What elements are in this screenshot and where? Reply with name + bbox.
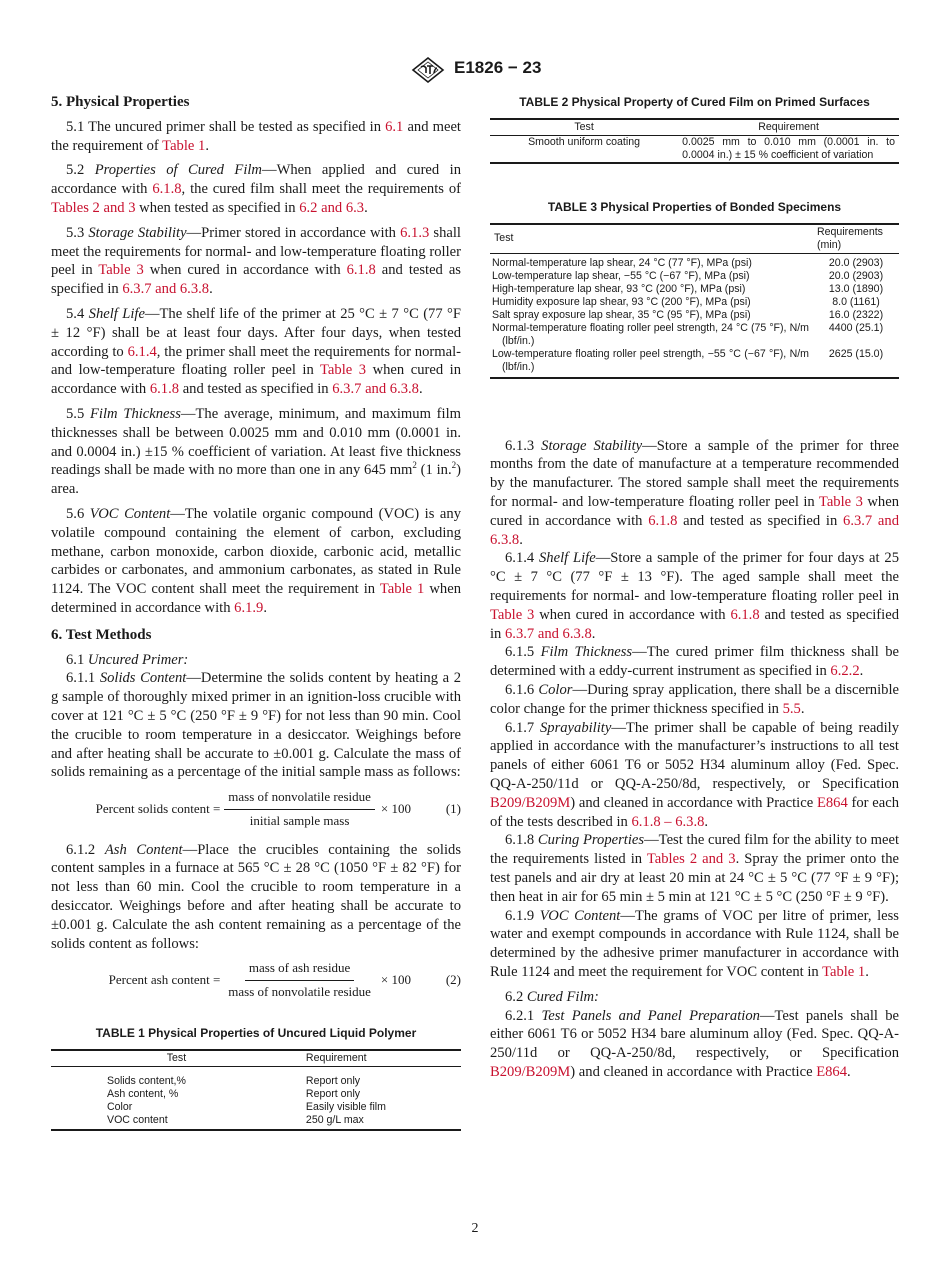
link-6-1-8[interactable]: 6.1.8 (346, 262, 376, 279)
table-header: Requirements (min) (817, 225, 883, 251)
link-6-3-7-6-3-8[interactable]: 6.3.7 and 6.3.8 (332, 381, 419, 398)
link-6-2-2[interactable]: 6.2.2 (830, 663, 860, 680)
table-row: High-temperature lap shear, 93 °C (200 °F), MPa (psi) 13.0 (1890) (492, 282, 884, 295)
paragraph-6-1-9: 6.1.9 VOC Content—The grams of VOC per litre of primer, less water and exempt compounds in accordance with Rule 1124, shall be determined by the adhesive primer manufacturer in accordance with Rule 1124 and meet the requirement for VOC content in Table 1. (490, 907, 899, 980)
link-6-1-9[interactable]: 6.1.9 (234, 599, 264, 616)
paragraph-5-3: 5.3 Storage Stability—Primer stored in accordance with 6.1.3 shall meet the requirements for normal- and low-temperature floating roller peel in Table 3 when cured in accordance with 6.1.8 and tested as specified in 6.3.7 and 6.3.8. (51, 224, 461, 298)
link-tables-2-3[interactable]: Tables 2 and 3 (646, 851, 736, 868)
table-row: Color Easily visible film (107, 1100, 386, 1113)
table-row: Ash content, % Report only (107, 1087, 361, 1100)
table-row: Normal-temperature lap shear, 24 °C (77 °F), MPa (psi) 20.0 (2903) (492, 256, 884, 269)
astm-logo-icon (410, 57, 446, 83)
page-number: 2 (471, 1221, 479, 1236)
paragraph-5-6: 5.6 VOC Content—The volatile organic compound (VOC) is any volatile compound containing the element of carbon, excluding methane, carbon monoxide, carbon dioxide, carbonic acid, metallic carbides or carbonates, and ammonium carbonates, as stated in Rule 1124. The VOC content shall meet the requirement in Table 1 when determined in accordance with 6.1.9. (51, 505, 461, 616)
link-6-1-8[interactable]: 6.1.8 (152, 181, 182, 198)
table-header: Test (494, 232, 514, 245)
table-1 (51, 1049, 461, 1131)
link-table-3[interactable]: Table 3 (98, 262, 144, 279)
link-table-3[interactable]: Table 3 (818, 493, 863, 510)
table-row: Salt spray exposure lap shear, 35 °C (95 °F), MPa (psi) 16.0 (2322) (492, 308, 884, 321)
table-header: Test (166, 1051, 187, 1064)
document-id: E1826 − 23 (454, 58, 542, 77)
table-2-caption: TABLE 2 Physical Property of Cured Film on Primed Surfaces (519, 95, 870, 109)
link-6-3-7-6-3-8[interactable]: 6.3.7 and 6.3.8 (505, 625, 592, 642)
paragraph-6-2-1: 6.2.1 Test Panels and Panel Preparation—Test panels shall be either 6061 T6 or 5052 H34 bare aluminum alloy (Fed. Spec. QQ-A-250/11d or QQ-A-250/8d, respectively, or Specification B209/B209M) and cleaned in accordance with Practice E864. (490, 1007, 900, 1080)
section-6-heading: 6. Test Methods (51, 626, 152, 643)
link-6-1-8[interactable]: 6.1.8 (730, 606, 760, 623)
equation-2: Percent ash content = $\frac{\text{mass of ash residue}}{\text{mass of nonvolatile residue}}$ × 100 (2) (108, 960, 461, 1000)
table-2 (490, 118, 899, 164)
paragraph-5-1: 5.1 The uncured primer shall be tested as specified in 6.1 and meet the requirement of Table 1. (51, 118, 461, 154)
link-table-1[interactable]: Table 1 (162, 137, 206, 154)
link-b209[interactable]: B209/B209M (490, 1063, 571, 1080)
table-row: Normal-temperature floating roller peel strength, 24 °C (75 °F), N/m (lbf/in.) 4400 (25.1) (492, 321, 884, 347)
table-row: VOC content 250 g/L max (51, 1114, 461, 1130)
link-6-2-6-3[interactable]: 6.2 and 6.3 (299, 199, 365, 216)
link-b209[interactable]: B209/B209M (490, 794, 571, 811)
table-3 (490, 223, 899, 379)
table-header: Requirement (758, 120, 819, 133)
link-5-5[interactable]: 5.5 (782, 700, 801, 717)
link-6-1-8[interactable]: 6.1.8 (149, 381, 180, 398)
paragraph-6-1-4: 6.1.4 Shelf Life—Store a sample of the primer for four days at 25 °C ± 7 °C (77 °F ± 13 °F). The aged sample shall meet the requirements for normal- and low-temperature floating roller peel in Table 3 when cured in accordance with 6.1.8 and tested as specified in 6.3.7 and 6.3.8. (490, 550, 899, 642)
link-6-1-3[interactable]: 6.1.3 (400, 224, 430, 241)
paragraph-6-1-3: 6.1.3 Storage Stability—Store a sample of the primer for three months from the date of manufacture at a temperature recommended by the manufacturer. The stored sample shall meet the requirements for normal- and low-temperature floating roller peel in Table 3 when cured in accordance with 6.1.8 and tested as specified in 6.3.7 and 6.3.8. (490, 437, 899, 548)
table-row: Low-temperature floating roller peel strength, −55 °C (−67 °F), N/m (lbf/in.) 2625 (15.0) (490, 348, 899, 378)
paragraph-6-1: 6.1 Uncured Primer: (66, 651, 189, 668)
equation-number: (2) (445, 972, 461, 988)
equation-1: Percent solids content = $\frac{\text{mass of nonvolatile residue}}{\text{initial sample mass}}$ × 100 (1) (95, 789, 461, 828)
link-table-1[interactable]: Table 1 (822, 963, 866, 980)
paragraph-6-2: 6.2 Cured Film: (505, 988, 599, 1005)
equation-number: (1) (445, 800, 461, 816)
paragraph-6-1-7: 6.1.7 Sprayability—The primer shall be capable of being readily applied in accordance with the manufacturer’s instructions to all test panels of either 6061 T6 or 5052 H34 aluminum alloy (Fed. Spec. QQ-A-250/11d or QQ-A-250/8d, respectively, or Specification B209/B209M) and cleaned in accordance with Practice E864 for each of the tests described in 6.1.8 – 6.3.8. (490, 719, 899, 830)
paragraph-5-4: 5.4 Shelf Life—The shelf life of the primer at 25 °C ± 7 °C (77 °F ± 12 °F) shall be at least four days. After four days, when tested according to 6.1.4, the primer shall meet the requirements for normal- and low-temperature floating roller peel in Table 3 when cured in accordance with 6.1.8 and tested as specified in 6.3.7 and 6.3.8. (51, 305, 462, 398)
link-e864[interactable]: E864 (816, 1063, 848, 1080)
link-6-3-7-6-3-8[interactable]: 6.3.7 and 6.3.8 (122, 281, 210, 298)
link-table-3[interactable]: Table 3 (490, 606, 535, 623)
paragraph-6-1-8: 6.1.8 Curing Properties—Test the cured film for the ability to meet the requirements listed in Tables 2 and 3. Spray the primer onto the test panels and air dry at least 20 min at 24 °C ± 5 °C (77 °F ± 9 °F); then heat in air for 65 min ± 5 min at 121 °C ± 5 °C (250 °F ± 9 °F). (490, 832, 899, 905)
table-header: Test (574, 120, 594, 133)
link-6-1-8[interactable]: 6.1.8 (648, 512, 678, 529)
paragraph-6-1-2: 6.1.2 Ash Content—Place the crucibles containing the solids content samples in a furnace at 565 °C ± 28 °C (1050 °F ± 82 °F) for not less than 60 min. Cool the crucible to room temperature in a desiccator. Weighings before and after heating shall be accurate to ±0.001 g. Calculate the ash content remaining as a percentage of the solids content as follows: (51, 841, 461, 952)
link-6-1[interactable]: 6.1 (385, 118, 404, 135)
table-row: Smooth uniform coating 0.0025 mm to 0.010 mm (0.0001 in. to 0.0004 in.) ± 15 % coefficient of variation (490, 135, 899, 163)
link-e864[interactable]: E864 (816, 794, 848, 811)
paragraph-5-2: 5.2 Properties of Cured Film—When applied and cured in accordance with 6.1.8, the cured film shall meet the requirements of Tables 2 and 3 when tested as specified in 6.2 and 6.3. (51, 162, 462, 216)
link-6-3-7-6-3-8[interactable]: 6.3.7 and 6.3.8 (490, 512, 899, 548)
table-3-caption: TABLE 3 Physical Properties of Bonded Specimens (547, 199, 842, 214)
link-table-3[interactable]: Table 3 (320, 362, 367, 379)
link-6-1-8-6-3-8[interactable]: 6.1.8 – 6.3.8 (631, 813, 705, 830)
section-5-heading: 5. Physical Properties (51, 94, 190, 110)
right-column (490, 93, 899, 1082)
table-row: Low-temperature lap shear, −55 °C (−67 °F), MPa (psi) 20.0 (2903) (492, 269, 884, 282)
table-row: Solids content,% Report only (107, 1074, 361, 1087)
page-header (0, 57, 950, 83)
link-6-1-4[interactable]: 6.1.4 (127, 343, 157, 360)
table-header: Requirement (305, 1051, 367, 1064)
paragraph-6-1-6: 6.1.6 Color—During spray application, there shall be a discernible color change for the primer thickness specified in 5.5. (490, 681, 899, 717)
link-table-1[interactable]: Table 1 (379, 581, 425, 598)
paragraph-6-1-1: 6.1.1 Solids Content—Determine the solids content by heating a 2 g sample of thoroughly mixed primer in an ignition-loss crucible with cover at 121 °C ± 5 °C (250 °F ± 9 °F) for not less than 90 min. Cool the crucible to room temperature in a desiccator. Weighings before and after heating shall be accurate to ±0.001 g. Calculate the mass of solids remaining as a percentage of the initial sample mass as follows: (51, 670, 461, 781)
link-tables-2-3[interactable]: Tables 2 and 3 (51, 199, 136, 216)
paragraph-5-5: 5.5 Film Thickness—The average, minimum, and maximum film thicknesses shall be between 0.0025 mm and 0.010 mm (0.0001 in. and 0.0004 in.) ±15 % coefficient of variation. At least five thickness readings shall be made with no more than one in any 645 $mm^2$ (1 in.$^2$) area. (51, 405, 462, 498)
left-column (51, 93, 461, 1131)
table-1-caption: TABLE 1 Physical Properties of Uncured Liquid Polymer (95, 1026, 417, 1041)
table-row: Humidity exposure lap shear, 93 °C (200 °F), MPa (psi) 8.0 (1161) (492, 295, 880, 308)
paragraph-6-1-5: 6.1.5 Film Thickness—The cured primer film thickness shall be determined with a eddy-current instrument as specified in 6.2.2. (490, 644, 899, 680)
